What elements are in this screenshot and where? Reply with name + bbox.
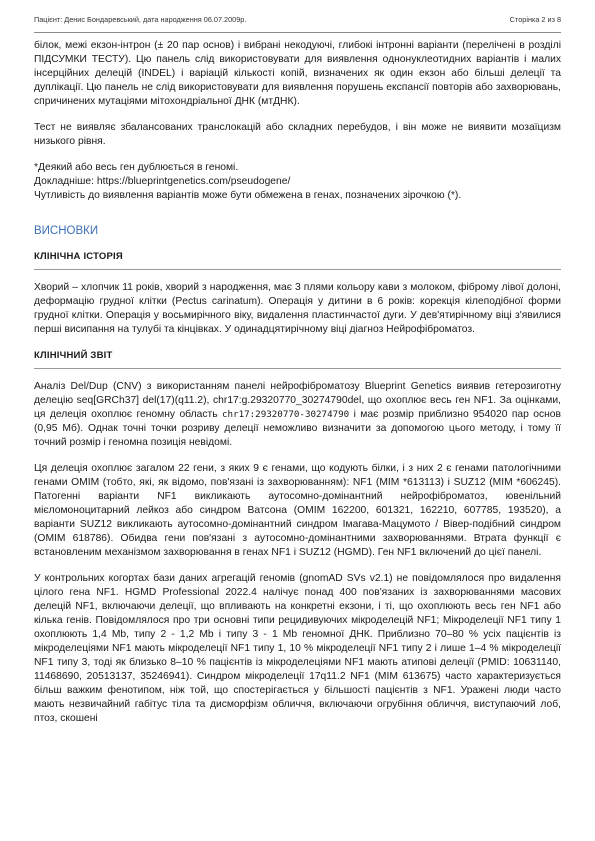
pseudogene-note: *Деякий або весь ген дублюється в геномі. [34, 162, 239, 173]
clinical-history-divider [34, 269, 561, 270]
deletion-size: і має розмір приблизно 954020 пар основ (0,95 Мб). Однак точні точки розриву делеції неможливо визначити за допомогою цього методу, і тому її точний розмір і геномна позиція невідомі. [34, 409, 561, 448]
page-header [34, 15, 561, 24]
clinical-history-heading: КЛІНІЧНА ІСТОРІЯ [34, 251, 123, 262]
patient-info: Пацієнт: Денис Бондаревський, дата народження 06.07.2009р. [34, 15, 247, 24]
clinical-report-paragraph-3: У контрольних когортах бази даних агрегацій геномів (gnomAD SVs v2.1) не повідомлялося про видалення цілого гена NF1. HGMD Professional 2022.4 налічує понад 400 пов'язаних із захворюваннями масових делецій NF1, включаючи делеції, що впливають на конкретні екзони, і ті, що охоплюють весь ген NF1 або кілька генів. Повідомлялося про три основні типи рецидивуючих мікроделецій NF1; Мікроделеції NF1 типу 1 охоплюють 1,4 Mb, типу 2 - 1,2 Mb і типу 3 - 1 Mb геномної ДНК. Приблизно 70–80 % усіх пацієнтів із мікроделеціями NF1 мають мікроделеції NF1 типу 1, 10 % мікроделеції NF1 типу 2 і лише 1–4 % мікроделеції NF1 типу 3, тоді як близько 8–10 % пацієнтів із мікроделеціями NF1 мають атипові делеції (PMID: 10631140, 11468690, 20513137, 35246941). Синдром мікроделеції 17q11.2 NF1 (MIM 613675) часто характеризується більш важким фенотипом, ніж той, що спостерігається у більшості пацієнтів з NF1. Уражені люди часто мають незвичайний габітус тіла та дисморфізм обличчя, включаючи огрубіння обличчя, виступаючий лоб, птоз, скошені [34, 573, 561, 724]
genomic-coordinates: chr17:29320770-30274790 [221, 409, 350, 420]
intro-paragraph: білок, межі екзон-інтрон (± 20 пар основ) і вибрані некодуючі, глибокі інтронні варіанти (перелічені в розділі ПІДСУМКИ ТЕСТУ). Цю панель слід використовувати для виявлення однонуклеотидних варіантів і малих інсерційних делецій (INDEL) і варіацій кількості копій, визначених як один екзон або більші делеції та дуплікації. Цю панель не слід використовувати для виявлення порушень експансії повторів або захворювань, спричинених мутаціями мітохондріальної ДНК (мтДНК). [34, 40, 561, 107]
pseudogene-link[interactable]: Докладніше: https://blueprintgenetics.com/pseudogene/ [34, 176, 291, 187]
page-content [34, 39, 561, 726]
clinical-report-heading: КЛІНІЧНИЙ ЗВІТ [34, 350, 113, 361]
notes-block [34, 161, 561, 203]
clinical-report-divider [34, 368, 561, 369]
sensitivity-note: Чутливість до виявлення варіантів може бути обмежена в генах, позначених зірочкою (*). [34, 190, 462, 201]
page-number: Сторінка 2 из 8 [509, 15, 561, 24]
deletion-description: Аналіз Del/Dup (CNV) з використанням панелі нейрофіброматозу Blueprint Genetics виявив гетерозиготну делецію seq[GRCh37] del(17)(q11.2), chr17:g.29320770_30274790del, що охоплює весь ген NF1. За оцінками, ця делеція охоплює геномну область [34, 381, 561, 420]
header-divider [34, 32, 561, 33]
limitations-paragraph: Тест не виявляє збалансованих транслокацій або складних перебудов, і він може не виявити мозаїцизм низького рівня. [34, 122, 561, 147]
conclusions-title: ВИСНОВКИ [34, 225, 99, 237]
clinical-report-paragraph-2: Ця делеція охоплює загалом 22 гени, з яких 9 є генами, що кодують білки, і з них 2 є генами патологічними генами OMIM (тобто, які, як відомо, пов'язані із захворюванням): NF1 (MIM *613113) і SUZ12 (MIM *606245). Патогенні варіанти NF1 викликають аутосомно-домінантний нейрофіброматоз, ювенільний мієломоноцитарний лейкоз або синдром Ватсона (OMIM 162200, 601321, 162210, 607785, 193520), а варіанти SUZ12 викликають аутосомно-домінантний синдром Імагава-Мацумото / Вівер-подібний синдром (OMIM 618786). Обидва гени пов'язані з аутосомно-домінантними захворюваннями. Втрата функції є встановленим механізмом захворювання в генах NF1 і SUZ12 (HGMD). Ген NF1 включений до цієї панелі. [34, 463, 561, 558]
clinical-history-text: Хворий – хлопчик 11 років, хворий з народження, має 3 плями кольору кави з молоком, фіброму лівої долоні, деформацію грудної клітки (Pectus carinatum). Операція у дитини в 6 років: корекція кілеподібної форми грудної клітки. Операція у восьмирічного віку, видалення пластинчастої дуги. У дев'ятирічному віці з'явилися перші висипання на тулубі та кінцівках. У одинадцятирічному віці діагноз Нейрофіброматоз. [34, 282, 561, 335]
clinical-report-paragraph-1 [34, 380, 561, 450]
